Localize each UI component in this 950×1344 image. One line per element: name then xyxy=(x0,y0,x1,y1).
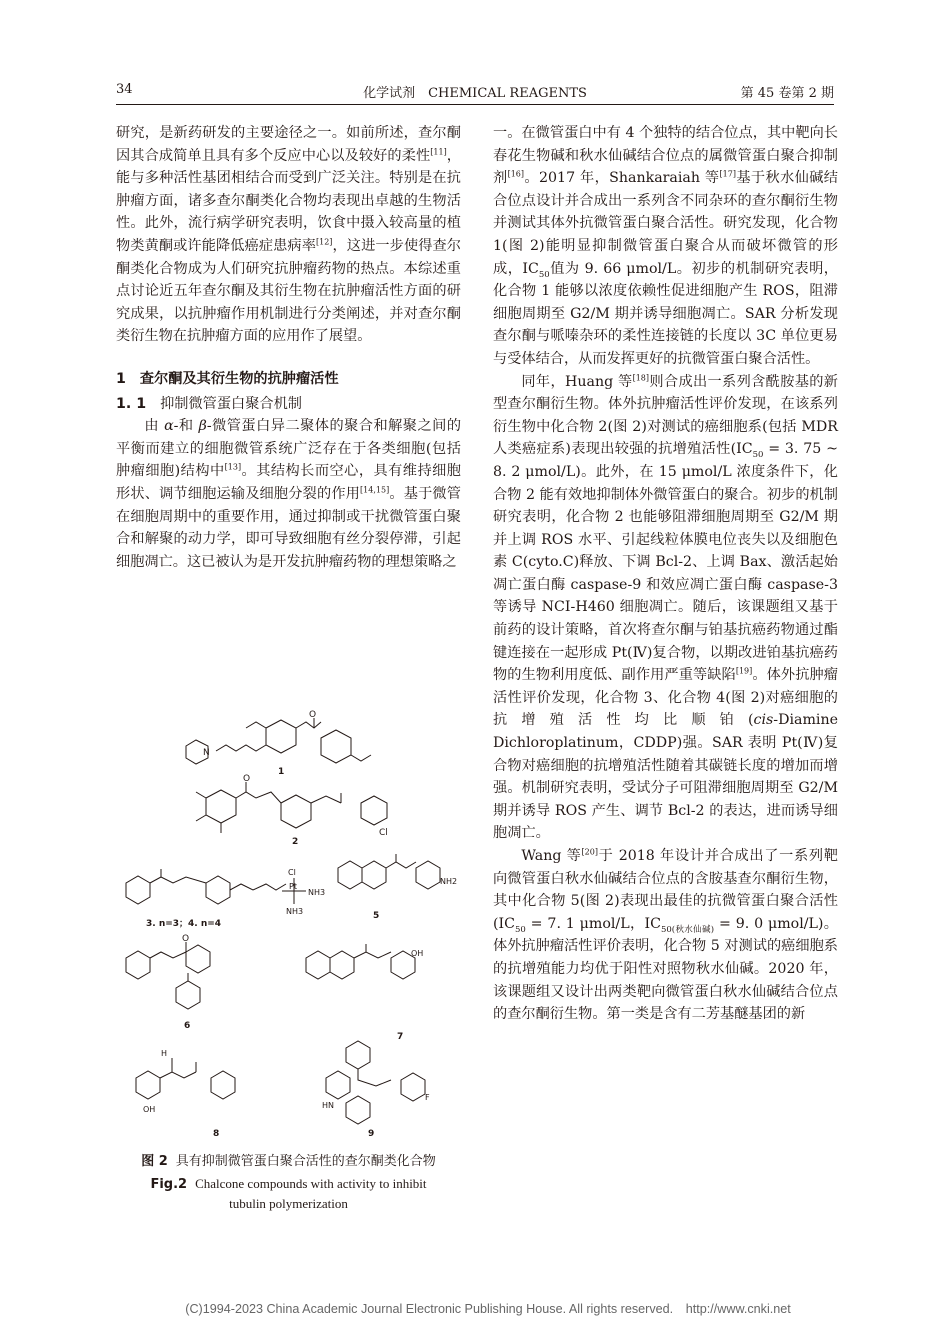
atom-label: F xyxy=(425,1093,430,1102)
figure-caption-en: Fig.2 Chalcone compounds with activity to inhibit xyxy=(150,1176,427,1192)
citation[interactable]: [13] xyxy=(224,462,242,472)
page-number: 34 xyxy=(116,82,133,97)
compound-label-3-4: 3. n=3；4. n=4 xyxy=(146,919,222,929)
paragraph: Wang 等[20]于 2018 年设计并合成出了一系列靶向微管蛋白秋水仙碱结合位点的含胺基查尔酮衍生物，其中化合物 5(图 2)表现出最佳的抗微管蛋白聚合活性($IC_{50} = 7$. 1 μmol/L，$IC_{50(秋水仙碱)} = 9$. 0 μmol/L)。体外抗肿瘤活性评价表明，化合物 5 对测试的癌细胞系的抗增殖能力均优于阳性对照物秋水仙碱。2020 年，该课题组又设计出两类靶向微管蛋白秋水仙碱结合位点的查尔酮衍生物。第一类是含有二芳基醚基团的新 xyxy=(493,847,838,1023)
compound-label-7: 7 xyxy=(397,1032,404,1042)
citation[interactable]: [20] xyxy=(581,847,598,857)
compound-8-structure xyxy=(136,1058,235,1099)
subsection-heading: 1. 1 抑制微管蛋白聚合机制 xyxy=(116,395,302,412)
atom-label: H xyxy=(161,1049,168,1058)
paragraph: 研究，是新药研发的主要途径之一。如前所述，查尔酮因其合成简单且具有多个反应中心以及较好的柔性[11]，能与多种活性基团相结合而受到广泛关注。特别是在抗肿瘤方面，诸多查尔酮类化合物均表现出卓越的生物活性。此外，流行病学研究表明，饮食中摄入较高量的植物类黄酮或许能降低癌症患病率[12]，这进一步使得查尔酮类化合物成为人们研究抗肿瘤药物的热点。本综述重点讨论近五年查尔酮及其衍生物在抗肿瘤活性方面的研究成果，以抗肿瘤作用机制进行分类阐述，并对查尔酮类衍生物在抗肿瘤方面的应用作了展望。 xyxy=(116,125,461,345)
atom-label: OH xyxy=(411,949,424,958)
atom-label: Cl xyxy=(379,828,388,838)
header-rule xyxy=(116,104,834,105)
atom-label: NH3 xyxy=(286,907,304,916)
compound-label-1: 1 xyxy=(278,767,285,777)
atom-label: Pt xyxy=(289,882,297,891)
citation[interactable]: [18] xyxy=(632,372,650,382)
compound-label-6: 6 xyxy=(184,1021,191,1031)
atom-label: OH xyxy=(143,1105,156,1114)
citation[interactable]: [16] xyxy=(507,169,525,179)
section-heading: 1 查尔酮及其衍生物的抗肿瘤活性 xyxy=(116,370,339,387)
atom-label: O xyxy=(309,710,317,720)
atom-label: O xyxy=(182,934,190,944)
paragraph: 一。在微管蛋白中有 4 个独特的结合位点，其中靶向长春花生物碱和秋水仙碱结合位点的属微管蛋白聚合抑制剂[16]。2017 年，Shankaraiah 等[17]基于秋水仙碱结合位点设计并合成出一系列含不同杂环的查尔酮衍生物并测试其体外抗微管蛋白聚合活性。研究发现，化合物 1(图 2)能明显抑制微管蛋白聚合从而破坏微管的形成，$IC_{50}$值为 9. 66 μmol/L。初步的机制研究表明，化合物 1 能够以浓度依赖性促进细胞产生 ROS，阻滞细胞周期至 G2/M 期并诱导细胞凋亡。SAR 分析发现查尔酮与哌嗪杂环的柔性连接链的长度以 3C 单位更易与受体结合，从而发挥更好的抗微管蛋白聚合活性。 xyxy=(493,125,838,367)
compound-1-structure xyxy=(186,718,371,764)
compound-5-structure xyxy=(338,854,440,889)
atom-label: O xyxy=(243,774,251,784)
compound-label-2: 2 xyxy=(292,837,299,847)
citation[interactable]: [17] xyxy=(719,169,736,179)
page-header xyxy=(116,82,834,104)
compound-6-structure xyxy=(126,942,210,1009)
journal-title: 化学试剂 CHEMICAL REAGENTS xyxy=(363,86,587,101)
atom-label: Cl xyxy=(288,868,296,877)
copyright-footer: (C)1994-2023 China Academic Journal Electronic Publishing House. All rights reserved. http://www.cnki.net xyxy=(185,1302,791,1316)
citation[interactable]: [19] xyxy=(735,666,753,676)
atom-label: N xyxy=(203,748,210,758)
paragraph: 同年，Huang 等[18]则合成出一系列含酰胺基的新型查尔酮衍生物。体外抗肿瘤活性评价发现，在该系列衍生物中化合物 2(图 2)对测试的癌细胞系(包括 MDR 人类癌症系)表现出较强的抗增殖活性($IC_{50} = 3$. 75 ~ 8. 2 μmol/L)。此外，在 15 μmol/L 浓度条件下，化合物 2 能有效地抑制体外微管蛋白的聚合。初步的机制研究表明，化合物 2 也能够阻滞细胞周期至 G2/M 期并上调 ROS 水平、引起线粒体膜电位丧失以及细胞色素 C(cyto.C)释放、下调 Bcl-2、上调 Bax、激活起始凋亡蛋白酶 caspase-9 和效应凋亡蛋白酶 caspase-3 等诱导 NCI-H460 细胞凋亡。随后，该课题组又基于前药的设计策略，首次将查尔酮与铂基抗癌药物通过酯键连接在一起形成 Pt(Ⅳ)复合物，以期改进铂基抗癌药物的生物利用度低、副作用严重等缺陷[19]。体外抗肿瘤活性评价发现，化合物 3、化合物 4(图 2)对癌细胞的抗增殖活性均比顺铂(cis-Diamine Dichloroplatinum，CDDP)强。SAR 表明 Pt(Ⅳ)复合物对癌细胞的抗增殖活性随着其碳链长度的增加而增强。机制研究表明，受试分子可阻滞细胞周期至 G2/M 期并诱导 ROS 产生、调节 Bcl-2 的表达，进而诱导细胞凋亡。 xyxy=(493,372,838,842)
citation[interactable]: [12] xyxy=(316,237,333,247)
compound-9-structure xyxy=(326,1041,425,1124)
figure-2-structures xyxy=(116,708,461,1148)
citation[interactable]: [11] xyxy=(430,146,447,156)
compound-label-8: 8 xyxy=(213,1129,220,1139)
figure-caption-cn: 图 2 具有抑制微管蛋白聚合活性的查尔酮类化合物 xyxy=(141,1154,436,1169)
atom-label: NH2 xyxy=(440,877,458,886)
compound-label-9: 9 xyxy=(368,1129,375,1139)
paragraph: 由 α-和 β-微管蛋白异二聚体的聚合和解聚之间的平衡而建立的细胞微管系统广泛存在于各类细胞(包括肿瘤细胞)结构中[13]。其结构长而空心，具有维持细胞形状、调节细胞运输及细胞分裂的作用[14,15]。基于微管在细胞周期中的重要作用，通过抑制或干扰微管蛋白聚合和解聚的动力学，即可导致细胞有丝分裂停滞，引起细胞凋亡。这已被认为是开发抗肿瘤药物的理想策略之 xyxy=(116,418,462,570)
right-column xyxy=(493,122,838,1026)
left-column xyxy=(116,122,461,573)
citation[interactable]: [14,15] xyxy=(360,485,390,495)
compound-2-structure xyxy=(196,782,387,833)
compound-7-structure xyxy=(306,944,415,979)
figure-caption-en-line2: tubulin polymerization xyxy=(229,1196,348,1211)
compound-label-5: 5 xyxy=(373,911,380,921)
atom-label: HN xyxy=(322,1101,334,1110)
issue-label: 第 45 卷第 2 期 xyxy=(740,86,834,101)
compound-3-4-structure xyxy=(126,869,306,904)
atom-label: NH3 xyxy=(308,888,326,897)
